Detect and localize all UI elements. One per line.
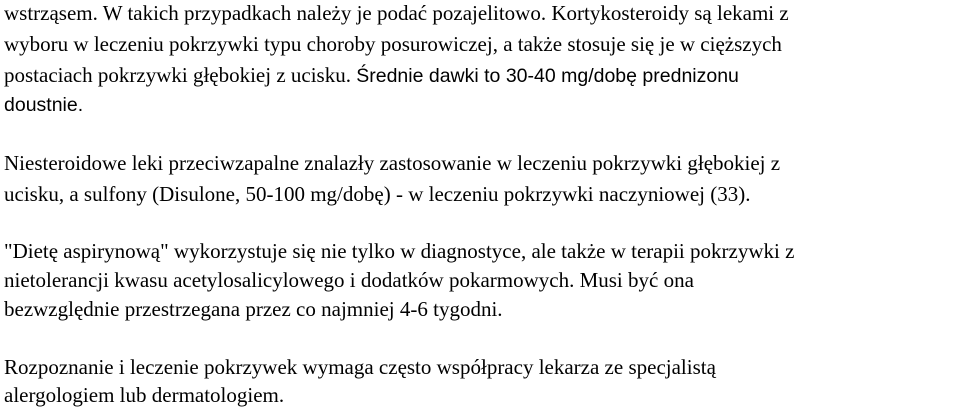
text-line: nietolerancji kwasu acetylosalicylowego i dodatków pokarmowych. Musi być ona xyxy=(4,268,694,292)
text-line: wstrząsem. W takich przypadkach należy je podać pozajelitowo. Kortykosteroidy są lekami z xyxy=(4,1,789,25)
text-line: ucisku, a sulfony (Disulone, 50-100 mg/dobę) - w leczeniu pokrzywki naczyniowej (33). xyxy=(4,182,751,206)
text-line: Niesteroidowe leki przeciwzapalne znalazły zastosowanie w leczeniu pokrzywki głębokiej z xyxy=(4,151,781,175)
text-line: doustnie. xyxy=(4,94,84,116)
text-line: bezwzględnie przestrzegana przez co najmniej 4-6 tygodni. xyxy=(4,297,503,321)
text-line xyxy=(4,62,739,89)
text-line: "Dietę aspirynową" wykorzystuje się nie tylko w diagnostyce, ale także w terapii pokrzywki z xyxy=(4,239,795,263)
text-line: alergologiem lub dermatologiem. xyxy=(4,383,285,407)
text-line: Rozpoznanie i leczenie pokrzywek wymaga często współpracy lekarza ze specjalistą xyxy=(4,355,716,379)
text-run: postaciach pokrzywki głębokiej z ucisku. xyxy=(4,63,357,87)
text-run: Średnie dawki to 30-40 mg/dobę prednizonu xyxy=(356,65,739,87)
text-line: wyboru w leczeniu pokrzywki typu choroby posurowiczej, a także stosuje się je w cięższych xyxy=(4,32,782,56)
